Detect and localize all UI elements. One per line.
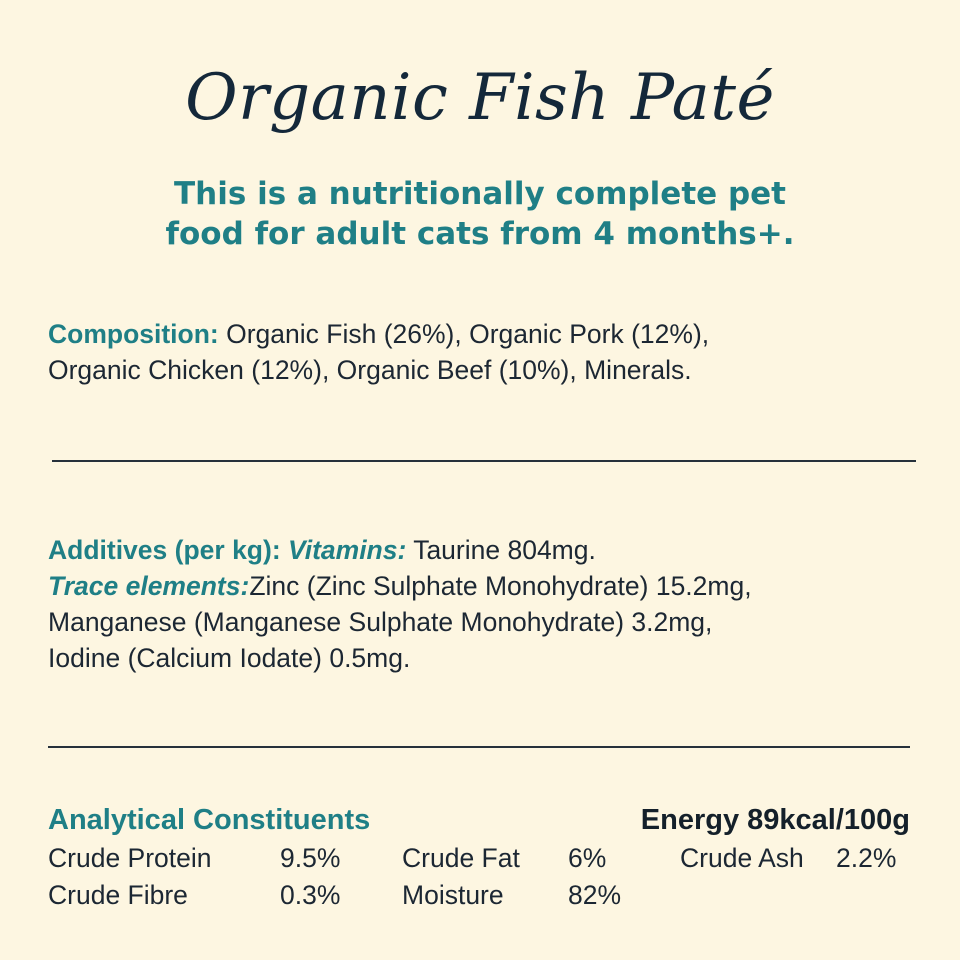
product-subtitle (0, 174, 960, 254)
composition-label: Composition: (48, 319, 219, 349)
additives-label: Additives (per kg): (48, 535, 281, 565)
trace-elements-label: Trace elements: (48, 571, 250, 601)
additives-section (48, 532, 928, 676)
constituent-value: 82% (568, 880, 622, 910)
trace-elements-text: Zinc (Zinc Sulphate Monohydrate) 15.2mg, (249, 571, 752, 601)
additives-line-3: Manganese (Manganese Sulphate Monohydrate) 3.2mg, (48, 607, 713, 637)
composition-text-1: Organic Fish (26%), Organic Pork (12%), (218, 319, 710, 349)
constituent-value: 9.5% (280, 843, 341, 873)
subtitle-line-2: food for adult cats from 4 months+. (165, 216, 795, 252)
additives-line-4: Iodine (Calcium Iodate) 0.5mg. (48, 643, 411, 673)
vitamins-text: Taurine 804mg. (406, 535, 596, 565)
composition-line-2: Organic Chicken (12%), Organic Beef (10%), Minerals. (48, 355, 692, 385)
composition-section (48, 316, 928, 388)
constituent-name: Crude Fat (402, 843, 520, 873)
composition-line-1 (48, 316, 928, 352)
subtitle-line-1: This is a nutritionally complete pet (173, 176, 786, 212)
constituent-name: Crude Fibre (48, 880, 188, 910)
constituent-name: Crude Ash (680, 843, 804, 873)
product-title: Organic Fish Paté (185, 61, 775, 135)
divider (48, 746, 910, 748)
constituent-name: Moisture (402, 880, 504, 910)
constituent-value: 6% (568, 843, 607, 873)
additives-line-2 (48, 568, 928, 604)
analytical-constituents-heading: Analytical Constituents (48, 804, 371, 836)
divider (52, 460, 916, 462)
energy-value: Energy 89kcal/100g (640, 804, 910, 836)
constituent-value: 0.3% (280, 880, 341, 910)
constituent-name: Crude Protein (48, 843, 212, 873)
additives-line-1 (48, 532, 928, 568)
vitamins-label: Vitamins: (288, 535, 407, 565)
constituent-value: 2.2% (836, 843, 897, 873)
